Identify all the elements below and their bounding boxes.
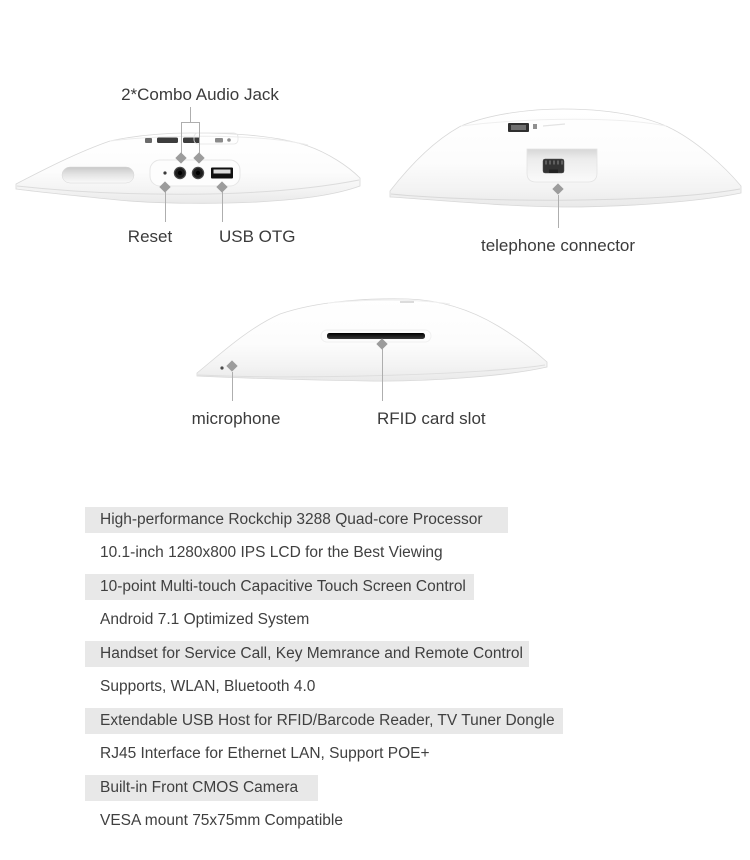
microphone-pinhole	[220, 366, 223, 369]
rear-port-hint	[215, 138, 223, 143]
callout-line	[181, 122, 200, 123]
feature-text: Android 7.1 Optimized System	[100, 611, 310, 629]
feature-row	[85, 570, 685, 604]
feature-row	[85, 805, 685, 839]
label-reset: Reset	[127, 227, 173, 246]
reset-pinhole	[163, 171, 166, 174]
rear-port-hint	[533, 124, 537, 129]
label-rfid-card-slot: RFID card slot	[377, 409, 486, 428]
feature-text: 10-point Multi-touch Capacitive Touch Screen Control	[85, 574, 474, 600]
feature-row	[85, 671, 685, 705]
speaker-slot	[62, 167, 134, 183]
rear-lock-icon	[227, 138, 231, 142]
rear-port-hint	[157, 138, 178, 144]
label-usb-otg: USB OTG	[219, 227, 296, 246]
feature-row	[85, 637, 685, 671]
label-microphone: microphone	[191, 409, 281, 428]
feature-list	[85, 503, 685, 838]
feature-row	[85, 738, 685, 772]
feature-row	[85, 604, 685, 638]
device-bottom-edge-illustration	[8, 118, 368, 213]
callout-line	[165, 192, 166, 222]
rear-port-hint	[183, 138, 200, 144]
feature-text: High-performance Rockchip 3288 Quad-core Processor	[85, 507, 508, 533]
feature-text: RJ45 Interface for Ethernet LAN, Support POE+	[100, 745, 430, 763]
feature-text: VESA mount 75x75mm Compatible	[100, 812, 343, 830]
callout-line	[558, 195, 559, 228]
device-body	[197, 299, 547, 381]
feature-text: Built-in Front CMOS Camera	[85, 775, 318, 801]
callout-line	[181, 122, 182, 154]
callout-line	[190, 107, 191, 122]
feature-row	[85, 503, 685, 537]
rfid-card-slot	[327, 333, 425, 339]
device-telephone-edge-illustration	[383, 93, 743, 208]
callout-line	[382, 349, 383, 401]
label-combo-audio-jack: 2*Combo Audio Jack	[121, 85, 279, 104]
callout-line	[199, 122, 200, 154]
callout-line	[232, 372, 233, 401]
callout-line	[222, 192, 223, 222]
feature-row	[85, 704, 685, 738]
device-rfid-edge-illustration	[188, 288, 553, 388]
feature-row	[85, 771, 685, 805]
feature-text: Extendable USB Host for RFID/Barcode Reader, TV Tuner Dongle	[85, 708, 563, 734]
feature-text: Handset for Service Call, Key Memrance and Remote Control	[85, 641, 529, 667]
feature-text: Supports, WLAN, Bluetooth 4.0	[100, 678, 316, 696]
feature-row	[85, 537, 685, 571]
feature-text: 10.1-inch 1280x800 IPS LCD for the Best Viewing	[100, 544, 443, 562]
label-telephone-connector: telephone connector	[480, 236, 636, 255]
rear-port-hint	[145, 138, 152, 143]
